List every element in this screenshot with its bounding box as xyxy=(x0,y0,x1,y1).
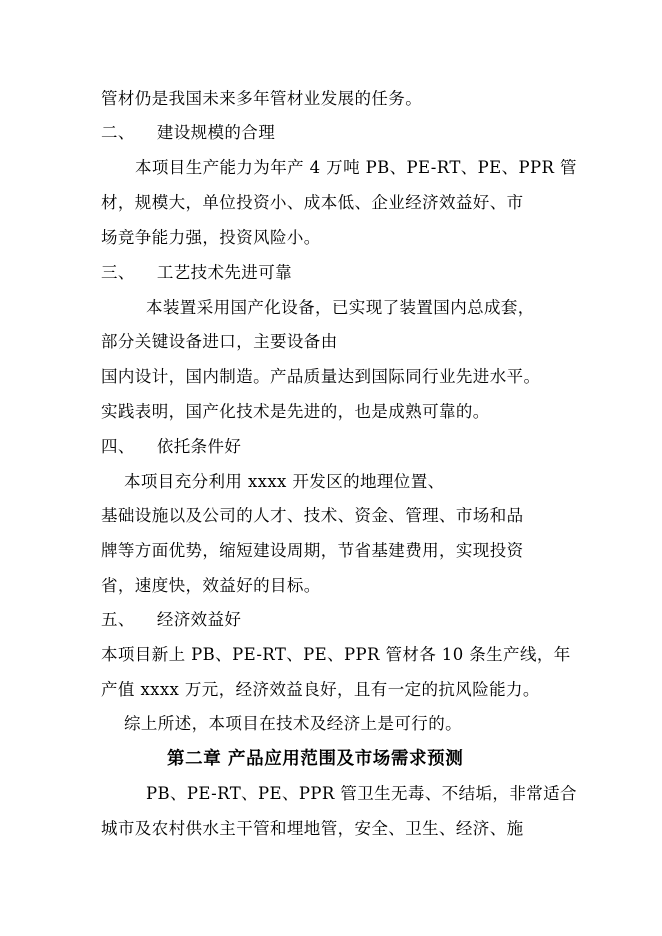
section-title: 经济效益好 xyxy=(156,610,242,629)
paragraph-line: PB、PE-RT、PE、PPR 管卫生无毒、不结垢，非常适合 xyxy=(146,784,577,803)
paragraph-line: 部分关键设备进口，主要设备由 xyxy=(101,332,338,351)
section-heading-3 xyxy=(0,260,662,286)
paragraph-line: 城市及农村供水主干管和埋地管，安全、卫生、经济、施 xyxy=(101,819,524,838)
paragraph-line: 本装置采用国产化设备，已实现了装置国内总成套， xyxy=(146,298,535,317)
section-title: 建设规模的合理 xyxy=(156,123,276,142)
paragraph-line: 材，规模大，单位投资小、成本低、企业经济效益好、市 xyxy=(101,193,524,212)
section-title: 工艺技术先进可靠 xyxy=(156,263,293,282)
section-title: 依托条件好 xyxy=(156,437,242,456)
section-number: 四、 xyxy=(101,437,135,456)
paragraph-line: 省，速度快，效益好的目标。 xyxy=(101,576,321,595)
paragraph-line: 本项目充分利用 xxxx 开发区的地理位置、 xyxy=(124,472,445,491)
paragraph-line: 实践表明，国产化技术是先进的，也是成熟可靠的。 xyxy=(101,402,490,421)
paragraph-line: 管材仍是我国未来多年管材业发展的任务。 xyxy=(101,89,423,108)
paragraph-line: 基础设施以及公司的人才、技术、资金、管理、市场和品 xyxy=(101,506,524,525)
section-number: 三、 xyxy=(101,263,135,282)
section-number: 二、 xyxy=(101,123,135,142)
paragraph-line: 本项目生产能力为年产 4 万吨 PB、PE-RT、PE、PPR 管 xyxy=(135,158,577,177)
section-number: 五、 xyxy=(101,610,135,629)
section-heading-2 xyxy=(0,120,662,146)
paragraph-line: 场竞争能力强，投资风险小。 xyxy=(101,228,321,247)
paragraph-line: 牌等方面优势，缩短建设周期，节省基建费用，实现投资 xyxy=(101,541,524,560)
paragraph-line: 产值 xxxx 万元，经济效益良好，且有一定的抗风险能力。 xyxy=(101,680,540,699)
section-heading-4 xyxy=(0,434,662,460)
chapter-title: 第二章 产品应用范围及市场需求预测 xyxy=(167,749,464,769)
section-heading-5 xyxy=(0,607,662,633)
paragraph-line: 本项目新上 PB、PE-RT、PE、PPR 管材各 10 条生产线，年 xyxy=(101,645,571,664)
paragraph-line: 国内设计，国内制造。产品质量达到国际同行业先进水平。 xyxy=(101,367,541,386)
paragraph-line: 综上所述，本项目在技术及经济上是可行的。 xyxy=(124,714,462,733)
